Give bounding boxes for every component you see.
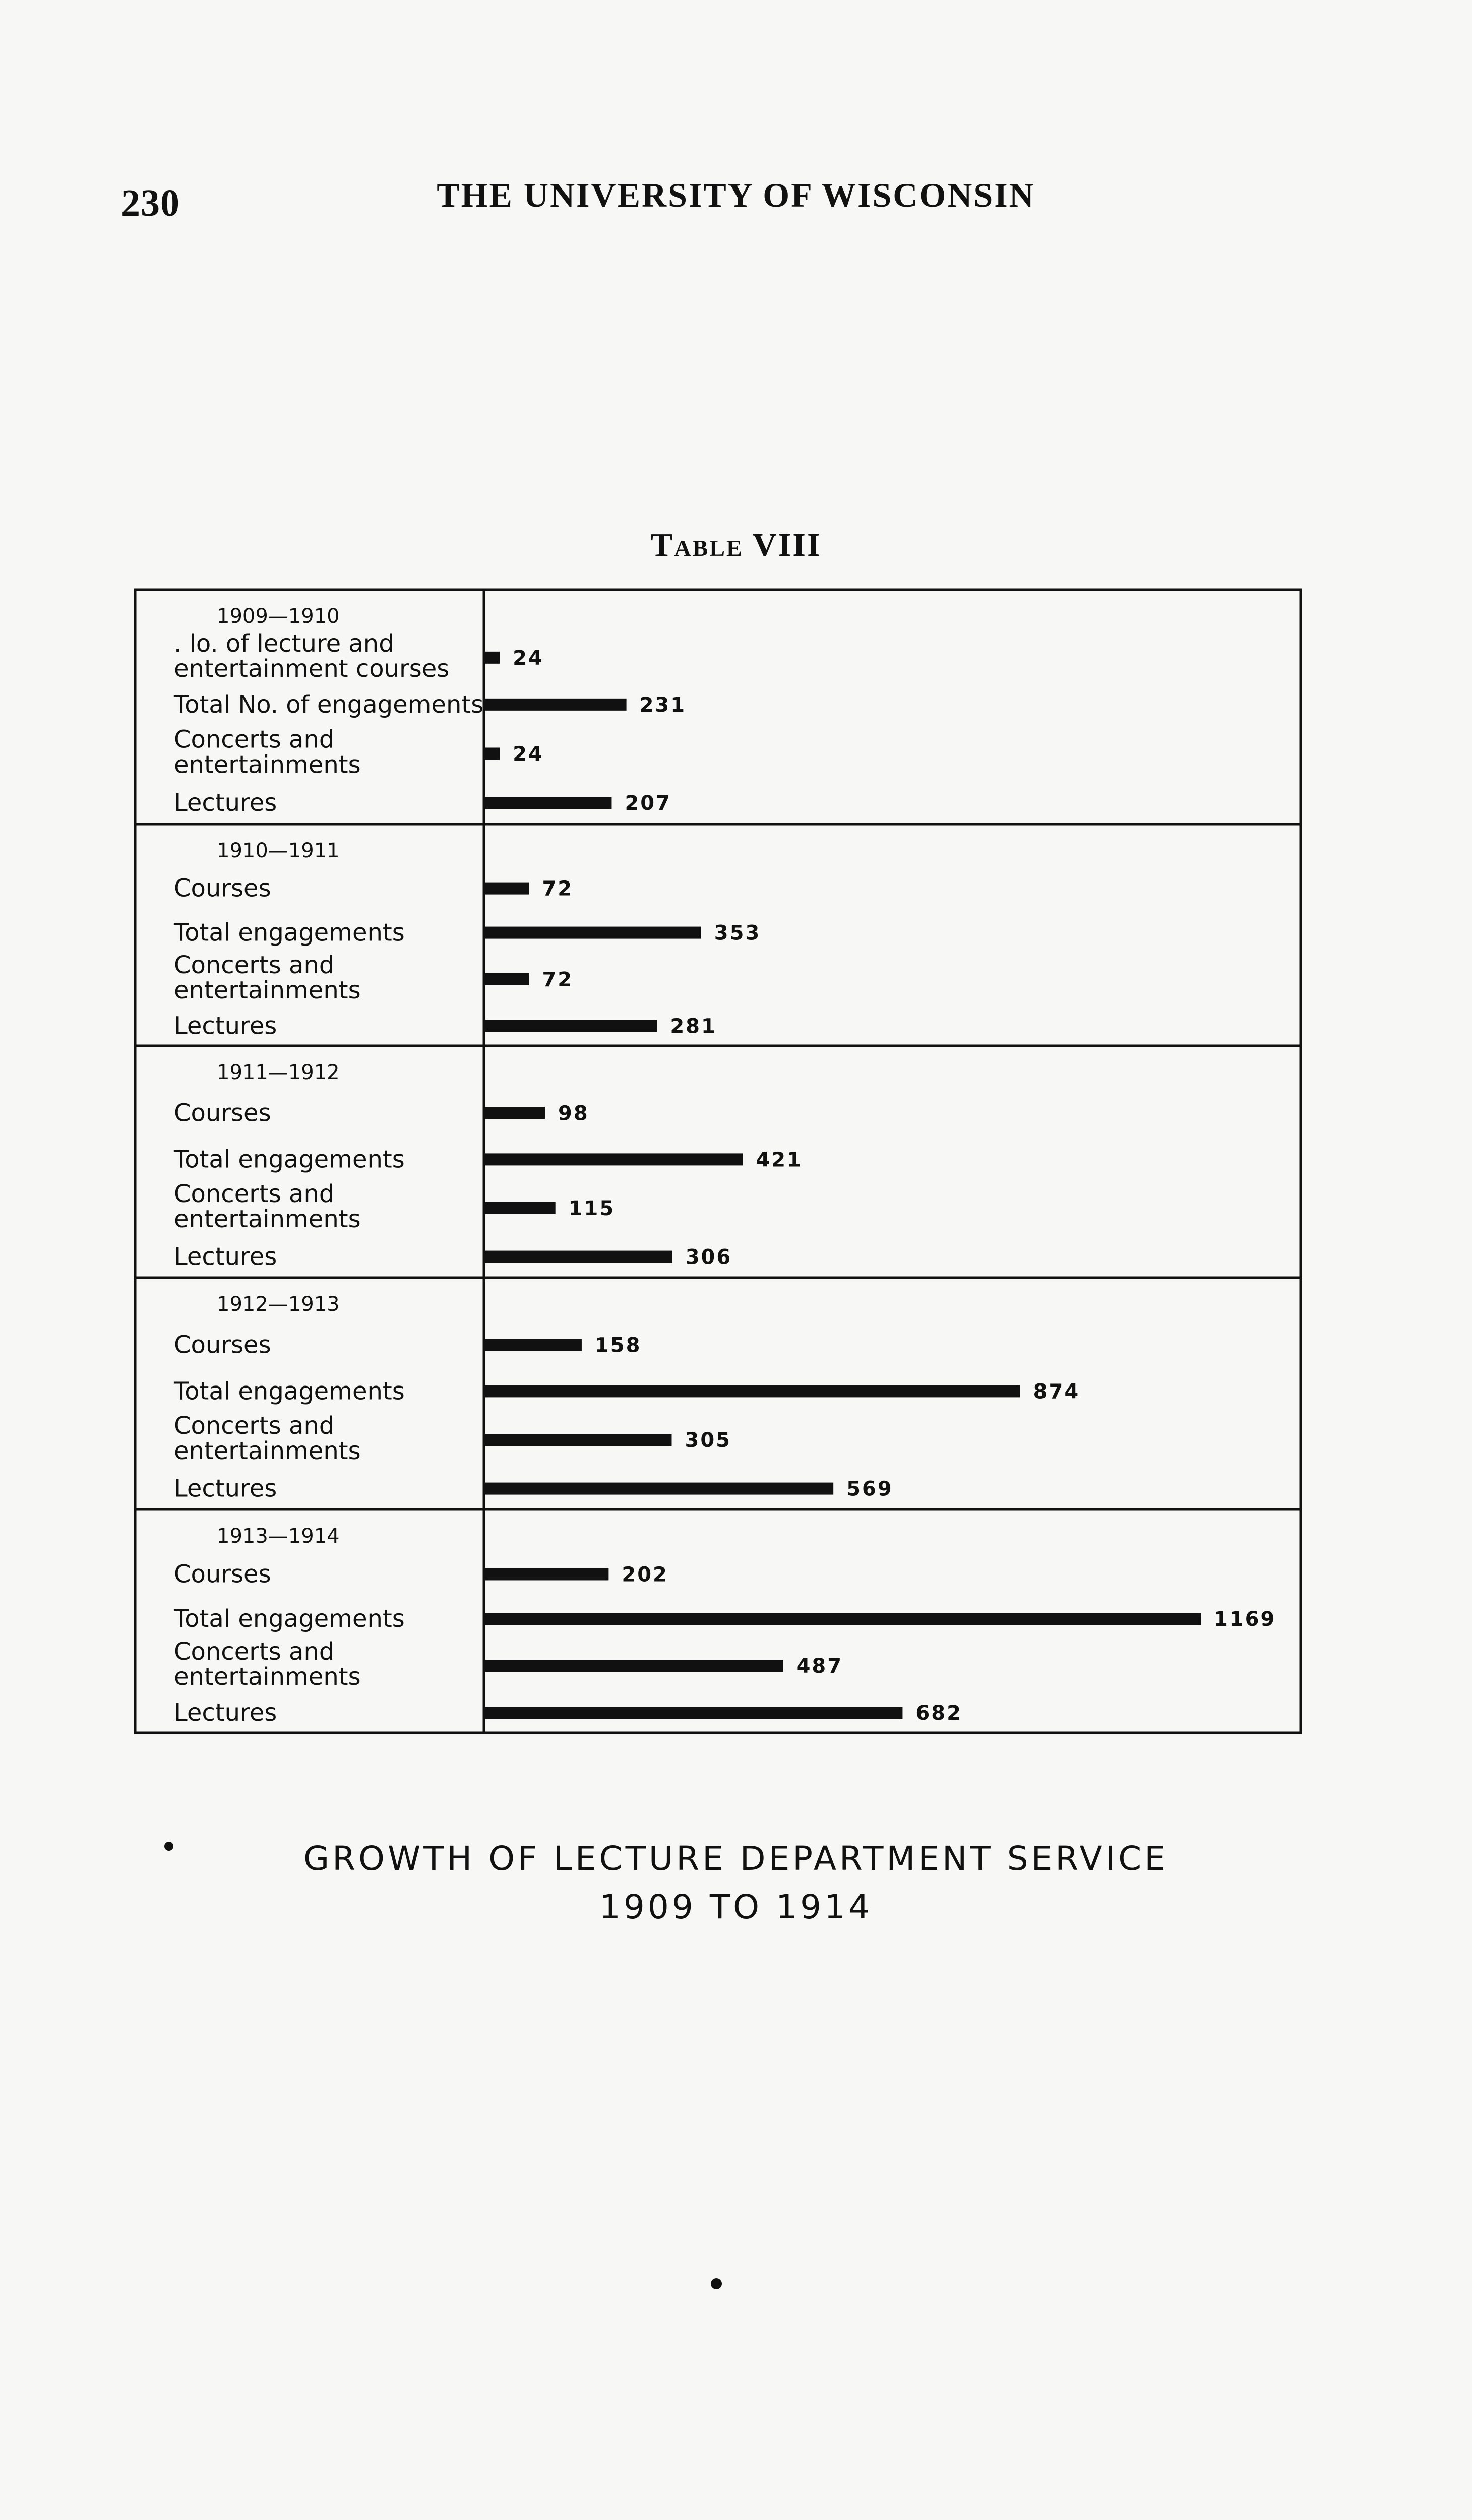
data-label: 24 xyxy=(513,646,544,670)
category-label: Courses xyxy=(174,1099,271,1127)
page-number: 230 xyxy=(121,182,180,224)
category-label: Lectures xyxy=(174,1698,277,1727)
caption-line-2: 1909 TO 1914 xyxy=(599,1887,873,1926)
category-label: Concerts and xyxy=(174,951,335,979)
bar xyxy=(485,1251,672,1263)
ink-dot xyxy=(711,2278,722,2289)
category-label: Lectures xyxy=(174,1242,277,1271)
category-label: Lectures xyxy=(174,1012,277,1040)
data-label: 305 xyxy=(685,1429,731,1452)
bar xyxy=(485,1483,833,1495)
data-label: 24 xyxy=(513,742,544,766)
data-label: 682 xyxy=(915,1702,962,1725)
bar xyxy=(485,883,529,895)
data-label: 207 xyxy=(625,792,671,815)
category-label: . lo. of lecture and xyxy=(174,629,394,658)
category-label: Courses xyxy=(174,1560,271,1589)
category-label: Total engagements xyxy=(174,1145,405,1174)
bar xyxy=(485,699,627,711)
category-label: Total No. of engagements xyxy=(174,690,484,719)
data-label: 353 xyxy=(714,921,761,945)
category-label: Concerts and xyxy=(174,1180,335,1208)
bar xyxy=(485,1020,657,1032)
data-label: 202 xyxy=(622,1563,668,1587)
category-label: Concerts and xyxy=(174,1412,335,1440)
data-label: 1169 xyxy=(1214,1608,1276,1631)
category-label: entertainment courses xyxy=(174,654,450,683)
period-label: 1911—1912 xyxy=(217,1061,340,1084)
data-label: 72 xyxy=(542,877,574,901)
data-label: 158 xyxy=(594,1334,642,1357)
data-label: 306 xyxy=(685,1245,732,1269)
category-label: Total engagements xyxy=(174,1377,405,1406)
period-label: 1909—1910 xyxy=(217,605,340,628)
category-label: Courses xyxy=(174,1331,271,1359)
category-label: Total engagements xyxy=(174,1605,405,1633)
caption-line-1: GROWTH OF LECTURE DEPARTMENT SERVICE xyxy=(303,1839,1169,1878)
bar xyxy=(485,1202,556,1214)
category-label: Total engagements xyxy=(174,918,405,947)
category-label: Lectures xyxy=(174,789,277,817)
data-label: 115 xyxy=(568,1197,616,1220)
data-label: 487 xyxy=(796,1655,843,1678)
category-label: entertainments xyxy=(174,1437,361,1465)
bar xyxy=(485,927,701,939)
bar xyxy=(485,797,611,809)
period-label: 1912—1913 xyxy=(217,1293,340,1316)
period-label: 1913—1914 xyxy=(217,1525,340,1548)
bar xyxy=(485,1107,545,1119)
bar xyxy=(485,1568,608,1580)
bar xyxy=(485,1434,671,1446)
running-head: THE UNIVERSITY OF WISCONSIN xyxy=(437,176,1035,214)
bar xyxy=(485,973,529,985)
bar xyxy=(485,652,500,664)
bar xyxy=(485,1707,902,1719)
data-label: 231 xyxy=(639,693,687,717)
data-label: 98 xyxy=(558,1102,589,1125)
bar xyxy=(485,1339,582,1351)
bar xyxy=(485,1153,743,1165)
category-label: entertainments xyxy=(174,1663,361,1691)
bar xyxy=(485,1385,1020,1397)
chart-caption xyxy=(0,1835,1472,1931)
category-label: entertainments xyxy=(174,976,361,1004)
bar xyxy=(485,748,500,760)
category-label: entertainments xyxy=(174,750,361,779)
data-label: 569 xyxy=(846,1477,893,1501)
data-label: 281 xyxy=(670,1015,717,1038)
table-title: Table VIII xyxy=(650,527,822,563)
data-label: 421 xyxy=(756,1148,803,1172)
category-label: Concerts and xyxy=(174,725,335,754)
category-label: Courses xyxy=(174,874,271,903)
bar xyxy=(485,1613,1201,1625)
data-label: 874 xyxy=(1033,1380,1080,1404)
data-label: 72 xyxy=(542,968,574,991)
category-label: Lectures xyxy=(174,1474,277,1503)
bar xyxy=(485,1660,783,1672)
period-label: 1910—1911 xyxy=(217,839,340,862)
category-label: entertainments xyxy=(174,1205,361,1233)
category-label: Concerts and xyxy=(174,1637,335,1666)
